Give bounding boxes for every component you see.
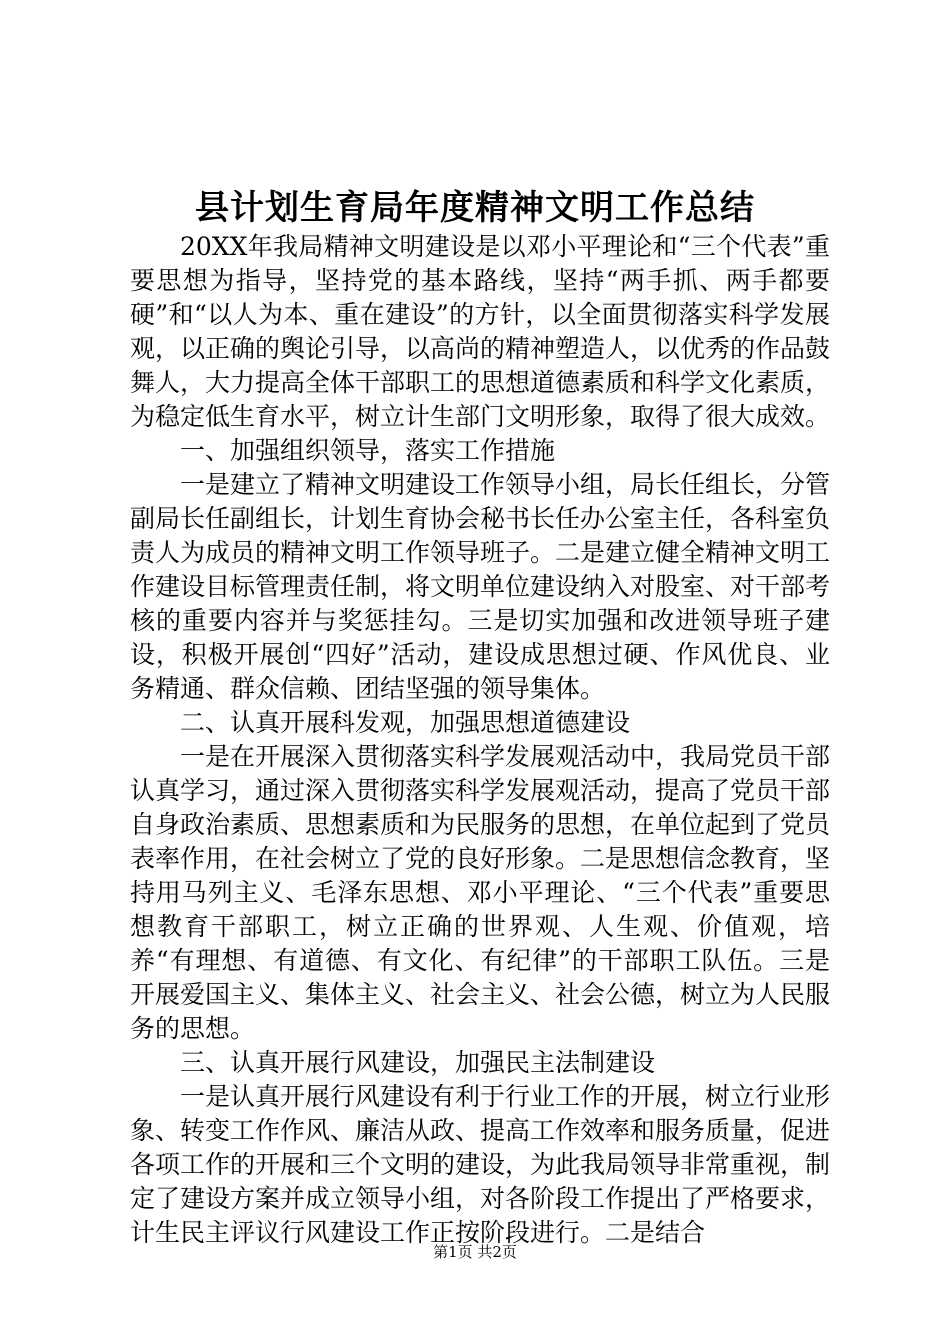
section-heading-3: 三、认真开展行风建设，加强民主法制建设	[180, 1048, 656, 1077]
paragraph-intro: 20XX年我局精神文明建设是以邓小平理论和“三个代表”重要思想为指导，坚持党的基本路线，坚持“两手抓、两手都要硬”和“以人为本、重在建设”的方针，以全面贯彻落实科学发展观，以正确的舆论引导，以高尚的精神塑造人，以优秀的作品鼓舞人，大力提高全体干部职工的思想道德素质和科学文化素质，为稳定低生育水平，树立计生部门文明形象，取得了很大成效。	[130, 232, 831, 431]
document-body	[130, 230, 830, 1250]
section-heading-1: 一、加强组织领导，落实工作措施	[180, 436, 556, 465]
document-title: 县计划生育局年度精神文明工作总结	[195, 188, 755, 228]
page-number-footer: 第1页 共2页	[433, 1243, 517, 1261]
section-heading-2: 二、认真开展科发观，加强思想道德建设	[180, 708, 631, 737]
paragraph-section-3: 一是认真开展行风建设有利于行业工作的开展，树立行业形象、转变工作作风、廉洁从政、提高工作效率和服务质量，促进各项工作的开展和三个文明的建设，为此我局领导非常重视，制定了建设方案并成立领导小组，对各阶段工作提出了严格要求，计生民主评议行风建设工作正按阶段进行。二是结合	[130, 1082, 831, 1247]
paragraph-section-1: 一是建立了精神文明建设工作领导小组，局长任组长，分管副局长任副组长，计划生育协会秘书长任办公室主任，各科室负责人为成员的精神文明工作领导班子。二是建立健全精神文明工作建设目标管理责任制，将文明单位建设纳入对股室、对干部考核的重要内容并与奖惩挂勾。三是切实加强和改进领导班子建设，积极开展创“四好”活动，建设成思想过硬、作风优良、业务精通、群众信赖、团结坚强的领导集体。	[130, 470, 831, 703]
paragraph-section-2: 一是在开展深入贯彻落实科学发展观活动中，我局党员干部认真学习，通过深入贯彻落实科学发展观活动，提高了党员干部自身政治素质、思想素质和为民服务的思想，在单位起到了党员表率作用，在社会树立了党的良好形象。二是思想信念教育，坚持用马列主义、毛泽东思想、邓小平理论、“三个代表”重要思想教育干部职工，树立正确的世界观、人生观、价值观，培养“有理想、有道德、有文化、有纪律”的干部职工队伍。三是开展爱国主义、集体主义、社会主义、社会公德，树立为人民服务的思想。	[130, 742, 831, 1043]
